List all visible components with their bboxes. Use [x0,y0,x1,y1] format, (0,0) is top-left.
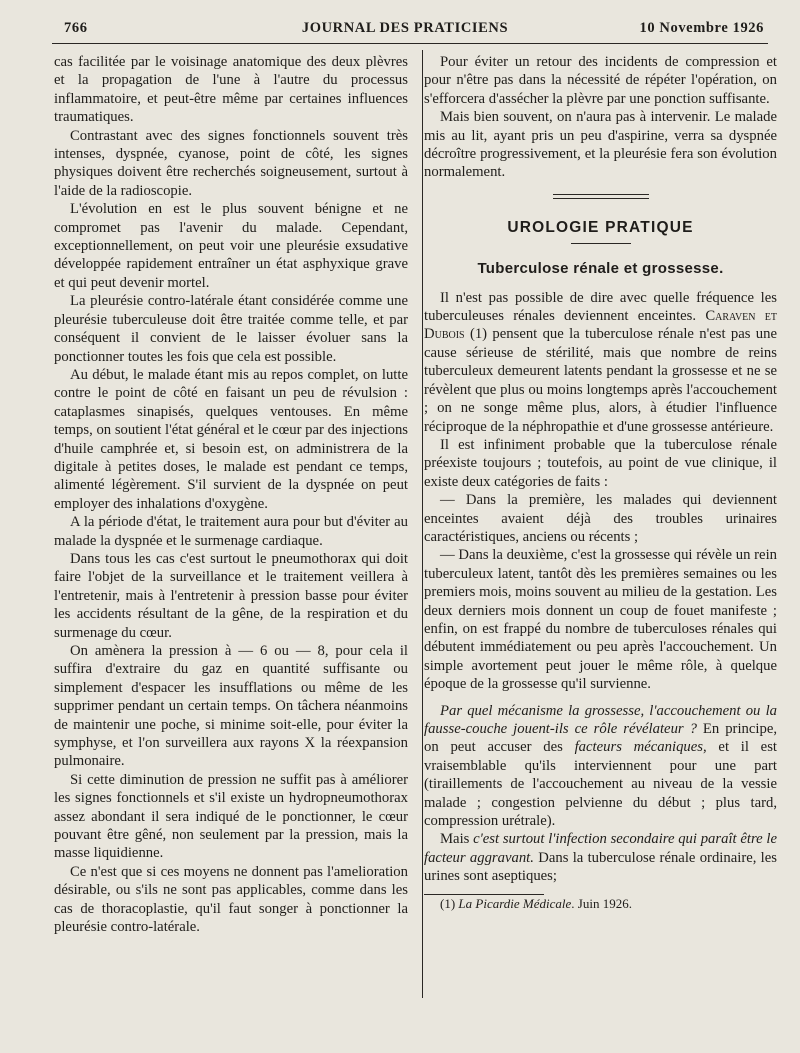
left-paragraph: On amènera la pression à — 6 ou — 8, pour cela il suffira d'extraire du gaz en quantité suffisante ou simplement d'espacer les insufflations ou même de les supprimer pendant un certain temps. On tâchera néanmoins de maintenir une poche, si minime soit-elle, pour éviter la symphyse, et l'on surveillera aux rayons X la réexpansion pulmonaire. [54,643,408,770]
footnote-marker: (1) [440,895,459,911]
right-paragraph: Mais bien souvent, on n'aura pas à intervenir. Le malade mis au lit, ayant pris un peu d'aspirine, verra sa dyspnée décroître progressivement, et la pleurésie fera son évolution normalement. [424,109,777,181]
text-run: (1) pensent que la tuberculose rénale n'est pas une cause sérieuse de stérilité, mais que nombre de reins tuberculeux demeurent latents pendant la grossesse et ne se révèlent que plus ou moins longtemps après l'accouchement ; on ne songe même plus, alors, à étudier l'influence réciproque de la néphropathie et d'une grossesse antérieure. [424,326,777,435]
page-number: 766 [64,20,88,36]
article-paragraph: — Dans la première, les malades qui deviennent enceintes avaient déjà des troubles urinaires caractéristiques, anciens ou récents ; [424,492,777,545]
text-run: Il n'est pas possible de dire avec quelle fréquence les tuberculeuses rénales deviennent enceintes. [424,289,777,325]
footnote [424,895,777,913]
article-paragraph: — Dans la deuxième, c'est la grossesse qui révèle un rein tuberculeux latent, tantôt dès les premières semaines ou les premiers mois, moins souvent au milieu de la gestation. Les deux derniers mois donnent un coup de fouet manifeste ; enfin, on est frappé du nombre de tuberculoses rénales qui débutent immédiatement ou peu après l'accouchement. Un simple avortement peut jouer le même rôle, à quelque époque de la grossesse qu'il survienne. [424,547,777,693]
column-divider [422,50,423,998]
section-title: UROLOGIE PRATIQUE [507,218,694,236]
right-column [424,53,777,913]
left-column [54,53,408,937]
left-paragraph: A la période d'état, le traitement aura pour but d'éviter au malade la dyspnée et le surmenage cardiaque. [54,514,408,549]
footnote-source: La Picardie Médicale [458,895,572,911]
text-run: Mais [440,831,474,848]
right-paragraph: Pour éviter un retour des incidents de compression et pour n'être pas dans la nécessité de répéter l'opération, on s'efforcera d'assécher la plèvre par une ponction suffisante. [424,54,777,107]
left-paragraph: Contrastant avec des signes fonctionnels souvent très intenses, dyspnée, cyanose, point de côté, les signes physiques doivent être recherchés soigneusement, surtout à l'aide de la radioscopie. [54,127,408,199]
left-paragraph: Au début, le malade étant mis au repos complet, on lutte contre le point de côté en faisant un peu de révulsion : cataplasmes sinapisés, quelques ventouses. En même temps, on soutient l'état général et le cœur par des injections d'huile camphrée et, si besoin est, on administrera de la digitale à petites doses, le malade est pendant ce temps, alimenté légèrement. S'il survient de la dyspnée on peut employer des inhalations d'oxygène. [54,366,408,512]
text-run: Dans la tuberculose rénale ordinaire, les urines sont aseptiques; [424,849,777,885]
text-run: En principe, on peut accuser des [424,721,778,756]
article-paragraph: Il est infiniment probable que la tuberculose rénale préexiste toujours ; toutefois, au point de vue clinique, il existe deux catégories de faits : [424,436,777,490]
issue-date: 10 Novembre 1926 [639,20,764,36]
title-ornament [571,243,631,244]
page-header [40,20,770,42]
left-paragraph: L'évolution en est le plus souvent bénigne et ne compromet pas l'avenir du malade. Cependant, exceptionnellement, on peut voir une pleurésie exsudative développée rapidement entraîner un état asphyxique grave et qui peut devenir mortel. [54,201,408,291]
left-paragraph: Ce n'est que si ces moyens ne donnent pas l'amelioration désirable, ou s'ils ne sont pas applicables, comme dans les cas de thoracoplastie, qu'il faut songer à ponctionner la pleurésie contro-latérale. [54,863,408,936]
section-separator [553,194,649,199]
left-paragraph: La pleurésie contro-latérale étant considérée comme une pleurésie tuberculeuse doit être traitée comme telle, et par conséquent il convient de le laisser évoluer sans la ponctionner toutes les fois que cela est possible. [54,293,408,365]
text-run: , et il est vraisemblable qu'ils interviennent pour une part (tiraillements de l'accouchement au niveau de la vessie malade ; congestion pelvienne du début ; plus tard, compression urétrale). [424,739,777,830]
italic-statement: c'est surtout l'infection secondaire qui paraît être le facteur aggravant. [424,831,777,866]
author-names: Caraven et Dubois [424,308,777,343]
left-paragraph: cas facilitée par le voisinage anatomique des deux plèvres et la propagation de l'une à l'autre du processus inflammatoire, et peut-être même par certaines influences traumatiques. [54,54,408,126]
article-title: Tuberculose rénale et grossesse. [477,260,724,278]
article-paragraph [424,702,777,831]
footnote-date: . Juin 1926. [571,895,632,911]
article-paragraph [424,830,777,885]
journal-title: JOURNAL DES PRATICIENS [301,20,509,36]
left-paragraph: Dans tous les cas c'est surtout le pneumothorax qui doit faire l'objet de la surveillance et le traitement veillera à l'entretenir, mais à l'entretenir à pression basse pour éviter les accidents résultant de la gêne, de la respiration et du surmenage du cœur. [54,550,408,641]
article-paragraph [424,289,777,436]
italic-question: Par quel mécanisme la grossesse, l'accouchement ou la fausse-couche jouent-ils ce rôle révélateur ? [424,702,777,737]
left-paragraph: Si cette diminution de pression ne suffit pas à améliorer les signes fonctionnels et s'il existe un hydropneumothorax assez abondant il sera indiqué de le ponctionner, le cœur pouvant être gêné, non seulement par la pression, mais la masse liquidienne. [54,771,408,862]
italic-term: facteurs mécaniques [574,739,703,756]
header-rule [52,43,768,44]
